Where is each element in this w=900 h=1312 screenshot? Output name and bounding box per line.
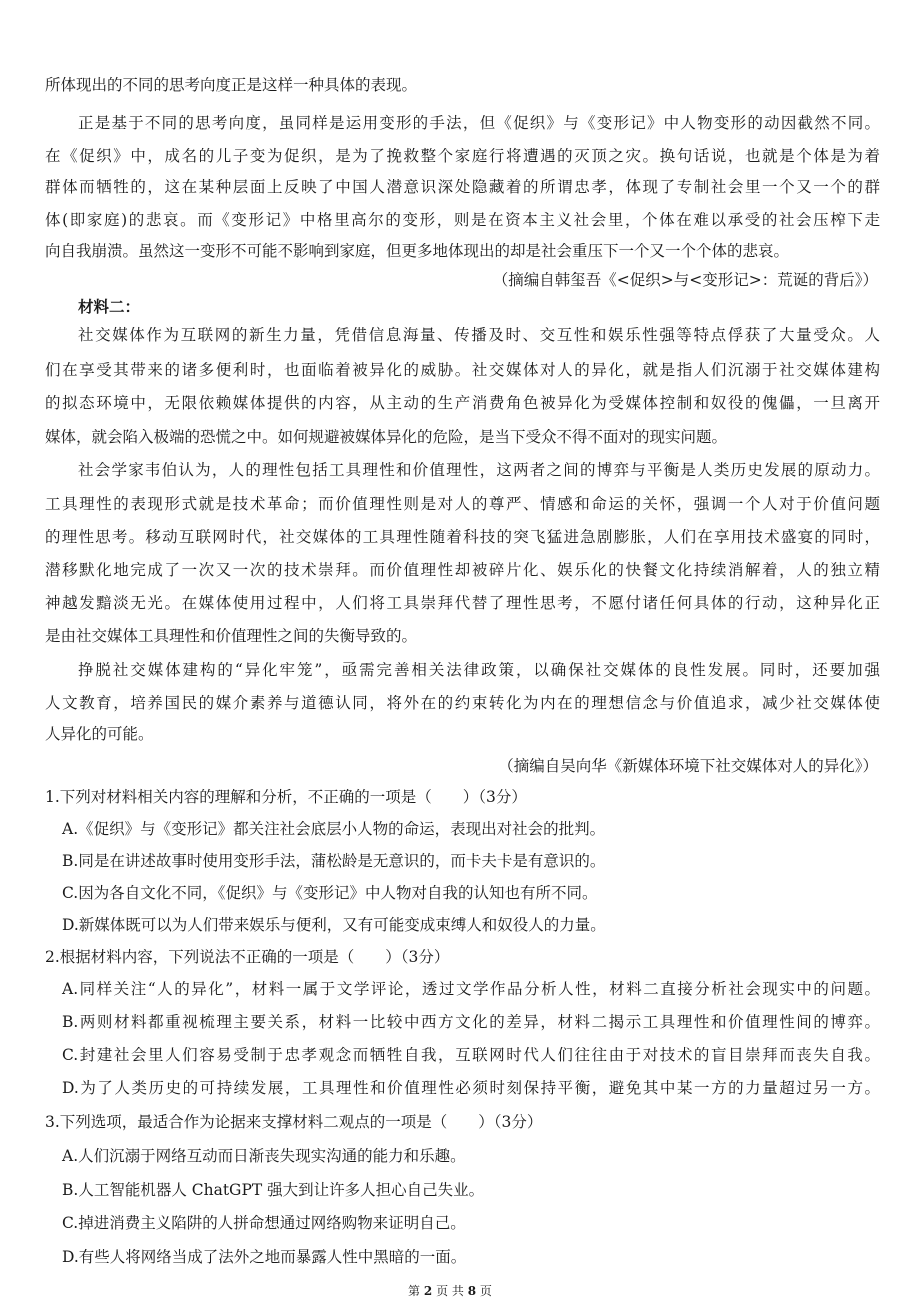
footer-middle: 页 共 [436,1284,464,1298]
question-2-stem: 2.根据材料内容，下列说法不正确的一项是（ ）（3分） [45,948,450,966]
material-two-source: （摘编自吴向华《新媒体环境下社交媒体对人的异化》） [498,757,878,775]
footer-suffix: 页 [479,1284,492,1298]
material-two-para3-line: 挣脱社交媒体建构的“异化牢笼”，亟需完善相关法律政策，以确保社交媒体的良性发展。同时，还要加强 [78,661,880,679]
question-3-option-a: A.人们沉溺于网络互动而日渐丧失现实沟通的能力和乐趣。 [62,1147,466,1165]
material-two-para2-line: 是由社交媒体工具理性和价值理性之间的失衡导致的。 [45,627,418,645]
material-one-continuation: 所体现出的不同的思考向度正是这样一种具体的表现。 [45,76,418,94]
question-2-option-b: B.两则材料都重视梳理主要关系，材料一比较中西方文化的差异，材料二揭示工具理性和价值理性间的博弈。 [62,1013,880,1031]
material-two-para2-line: 工具理性的表现形式就是技术革命；而价值理性则是对人的尊严、情感和命运的关怀，强调一个人对于价值问题 [45,495,880,513]
material-one-source: （摘编自韩玺吾《<促织>与<变形记>：荒诞的背后》） [492,271,878,289]
question-1-option-d: D.新媒体既可以为人们带来娱乐与便利，又有可能变成束缚人和奴役人的力量。 [62,916,606,934]
material-two-para1-line: 社交媒体作为互联网的新生力量，凭借信息海量、传播及时、交互性和娱乐性强等特点俘获了大量受众。人 [78,326,880,344]
material-one-para2-line: 在《促织》中，成名的儿子变为促织，是为了挽救整个家庭行将遭遇的灭顶之灾。换句话说，也就是个体是为着 [45,147,880,165]
material-two-label: 材料二： [78,297,141,316]
question-3-option-d: D.有些人将网络当成了法外之地而暴露人性中黑暗的一面。 [62,1248,467,1266]
question-3-option-b: B.人工智能机器人 ChatGPT 强大到让许多人担心自己失业。 [62,1181,485,1199]
material-two-para1-line: 媒体，就会陷入极端的恐慌之中。如何规避被媒体异化的危险，是当下受众不得不面对的现实问题。 [45,428,728,446]
material-two-para2-line: 神越发黯淡无光。在媒体使用过程中，人们将工具崇拜代替了理性思考，不愿付诸任何具体的行动，这种异化正 [45,594,880,612]
footer-total-pages: 8 [467,1284,477,1298]
material-one-para2-line: 向自我崩溃。虽然这一变形不可能不影响到家庭，但更多地体现出的却是社会重压下一个又一个个体的悲哀。 [45,242,790,260]
material-two-para3-line: 人文教育，培养国民的媒介素养与道德认同，将外在的约束转化为内在的理想信念与价值追求，减少社交媒体使 [45,694,880,712]
page-footer [0,1282,900,1299]
material-two-para2-line: 社会学家韦伯认为，人的理性包括工具理性和价值理性，这两者之间的博弈与平衡是人类历史发展的原动力。 [78,461,880,479]
question-3-option-c: C.掉进消费主义陷阱的人拼命想通过网络购物来证明自己。 [62,1214,466,1232]
question-2-option-c: C.封建社会里人们容易受制于忠孝观念而牺牲自我，互联网时代人们往往由于对技术的盲目崇拜而丧失自我。 [62,1046,880,1064]
material-one-para2-line: 群体而牺牲的，这在某种层面上反映了中国人潜意识深处隐藏着的所谓忠孝，体现了专制社会里一个又一个的群 [45,178,880,196]
material-two-para1-line: 的拟态环境中，无限依赖媒体提供的内容，从主动的生产消费角色被异化为受媒体控制和奴役的傀儡，一旦离开 [45,394,880,412]
footer-page-number: 2 [423,1284,433,1298]
material-two-para3-line: 人异化的可能。 [45,725,154,743]
footer-prefix: 第 [408,1284,421,1298]
material-one-para2-line: 正是基于不同的思考向度，虽同样是运用变形的手法，但《促织》与《变形记》中人物变形的动因截然不同。 [78,114,880,132]
question-1-option-a: A.《促织》与《变形记》都关注社会底层小人物的命运，表现出对社会的批判。 [62,820,606,838]
question-2-option-d: D.为了人类历史的可持续发展，工具理性和价值理性必须时刻保持平衡，避免其中某一方的力量超过另一方。 [62,1079,880,1097]
material-two-para2-line: 的理性思考。移动互联网时代，社交媒体的工具理性随着科技的突飞猛进急剧膨胀，人们在享用技术盛宴的同时， [45,528,880,546]
question-3-stem: 3.下列选项，最适合作为论据来支撑材料二观点的一项是（ ）（3分） [45,1113,543,1131]
material-one-para2-line: 体(即家庭)的悲哀。而《变形记》中格里高尔的变形，则是在资本主义社会里，个体在难以承受的社会压榨下走 [45,211,880,229]
material-two-para1-line: 们在享受其带来的诸多便利时，也面临着被异化的威胁。社交媒体对人的异化，就是指人们沉溺于社交媒体建构 [45,361,880,379]
question-2-option-a: A.同样关注“人的异化”，材料一属于文学评论，透过文学作品分析人性，材料二直接分析社会现实中的问题。 [62,980,880,998]
material-two-para2-line: 潜移默化地完成了一次又一次的技术崇拜。而价值理性却被碎片化、娱乐化的快餐文化持续消解着，人的独立精 [45,561,880,579]
question-1-option-c: C.因为各自文化不同，《促织》与《变形记》中人物对自我的认知也有所不同。 [62,884,598,902]
question-1-option-b: B.同是在讲述故事时使用变形手法，蒲松龄是无意识的，而卡夫卡是有意识的。 [62,852,606,870]
question-1-stem: 1.下列对材料相关内容的理解和分析，不正确的一项是（ ）（3分） [45,788,527,806]
